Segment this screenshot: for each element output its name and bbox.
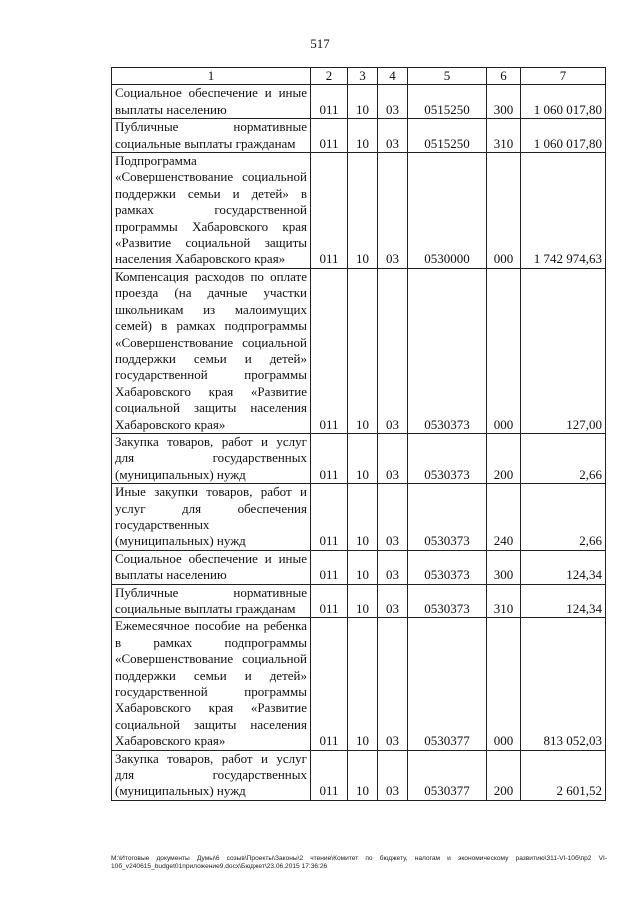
row-rz: 10 <box>348 584 378 618</box>
row-pr: 03 <box>378 584 408 618</box>
row-name: Ежемесячное пособие на ребенка в рамках подпрограммы «Совершенствование социальной поддержки семьи и детей» государственной программы Хабаровского края «Развитие социальной защиты населения Хабаровского края» <box>112 618 311 750</box>
column-header: 7 <box>521 68 606 85</box>
table-row <box>112 618 606 750</box>
row-csr: 0530000 <box>408 153 487 269</box>
table-row <box>112 433 606 483</box>
row-pr: 03 <box>378 433 408 483</box>
column-header: 1 <box>112 68 311 85</box>
column-header: 5 <box>408 68 487 85</box>
row-rz: 10 <box>348 484 378 551</box>
row-rz: 10 <box>348 618 378 750</box>
row-rz: 10 <box>348 119 378 153</box>
column-header: 4 <box>378 68 408 85</box>
row-name: Закупка товаров, работ и услуг для государственных (муниципальных) нужд <box>112 433 311 483</box>
row-pr: 03 <box>378 484 408 551</box>
row-vr: 200 <box>487 750 521 800</box>
row-name: Публичные нормативные социальные выплаты гражданам <box>112 584 311 618</box>
row-csr: 0530373 <box>408 433 487 483</box>
row-rz: 10 <box>348 433 378 483</box>
row-csr: 0530373 <box>408 584 487 618</box>
row-vr: 300 <box>487 85 521 119</box>
row-pr: 03 <box>378 550 408 584</box>
row-gr: 011 <box>311 268 348 433</box>
page-number: 517 <box>310 36 330 51</box>
row-name: Компенсация расходов по оплате проезда (на дачные участки школьникам из малоимущих семей) в рамках подпрограммы «Совершенствование социальной поддержки семьи и детей» государственной программы Хабаровского края «Развитие социальной защиты населения Хабаровского края» <box>112 268 311 433</box>
row-name: Подпрограмма «Совершенствование социальной поддержки семьи и детей» в рамках государственной программы Хабаровского края «Развитие социальной защиты населения Хабаровского края» <box>112 153 311 269</box>
row-name: Закупка товаров, работ и услуг для государственных (муниципальных) нужд <box>112 750 311 800</box>
row-vr: 240 <box>487 484 521 551</box>
table-row <box>112 750 606 800</box>
row-pr: 03 <box>378 618 408 750</box>
row-rz: 10 <box>348 268 378 433</box>
row-csr: 0515250 <box>408 119 487 153</box>
table-row <box>112 550 606 584</box>
row-sum: 1 060 017,80 <box>521 119 606 153</box>
row-gr: 011 <box>311 584 348 618</box>
table-header-row <box>112 68 606 85</box>
row-rz: 10 <box>348 153 378 269</box>
row-csr: 0530373 <box>408 268 487 433</box>
row-sum: 2,66 <box>521 433 606 483</box>
row-sum: 124,34 <box>521 550 606 584</box>
row-sum: 2 601,52 <box>521 750 606 800</box>
row-vr: 000 <box>487 618 521 750</box>
row-gr: 011 <box>311 153 348 269</box>
row-sum: 1 742 974,63 <box>521 153 606 269</box>
budget-table <box>111 67 606 801</box>
row-pr: 03 <box>378 85 408 119</box>
row-vr: 310 <box>487 584 521 618</box>
column-header: 3 <box>348 68 378 85</box>
table-row <box>112 153 606 269</box>
row-name: Социальное обеспечение и иные выплаты населению <box>112 85 311 119</box>
row-gr: 011 <box>311 618 348 750</box>
row-csr: 0515250 <box>408 85 487 119</box>
row-pr: 03 <box>378 268 408 433</box>
row-sum: 124,34 <box>521 584 606 618</box>
row-gr: 011 <box>311 119 348 153</box>
column-header: 6 <box>487 68 521 85</box>
column-header: 2 <box>311 68 348 85</box>
row-sum: 127,00 <box>521 268 606 433</box>
row-vr: 000 <box>487 268 521 433</box>
row-rz: 10 <box>348 550 378 584</box>
row-csr: 0530373 <box>408 550 487 584</box>
row-vr: 310 <box>487 119 521 153</box>
row-vr: 300 <box>487 550 521 584</box>
row-gr: 011 <box>311 433 348 483</box>
row-rz: 10 <box>348 750 378 800</box>
row-csr: 0530377 <box>408 618 487 750</box>
table-row <box>112 268 606 433</box>
row-sum: 813 052,03 <box>521 618 606 750</box>
row-pr: 03 <box>378 119 408 153</box>
table-row <box>112 584 606 618</box>
table-row <box>112 119 606 153</box>
row-sum: 1 060 017,80 <box>521 85 606 119</box>
file-path-footer: M:\Итоговые документы Думы\6 созыв\Проекты\Законы\2 чтение\Комитет по бюджету, налогам и экономическому развитию\311-VI-10б\пр2 VI-10б_v240615_budget01приложение9.docx\Бюджет\23.06.2015 17:36:26 <box>111 855 607 871</box>
row-gr: 011 <box>311 484 348 551</box>
row-gr: 011 <box>311 85 348 119</box>
row-rz: 10 <box>348 85 378 119</box>
row-sum: 2,66 <box>521 484 606 551</box>
row-name: Социальное обеспечение и иные выплаты населению <box>112 550 311 584</box>
row-csr: 0530373 <box>408 484 487 551</box>
row-pr: 03 <box>378 153 408 269</box>
row-vr: 000 <box>487 153 521 269</box>
row-name: Иные закупки товаров, работ и услуг для обеспечения государственных (муниципальных) нужд <box>112 484 311 551</box>
row-csr: 0530377 <box>408 750 487 800</box>
row-gr: 011 <box>311 550 348 584</box>
row-name: Публичные нормативные социальные выплаты гражданам <box>112 119 311 153</box>
row-vr: 200 <box>487 433 521 483</box>
row-gr: 011 <box>311 750 348 800</box>
row-pr: 03 <box>378 750 408 800</box>
table-row <box>112 484 606 551</box>
table-row <box>112 85 606 119</box>
